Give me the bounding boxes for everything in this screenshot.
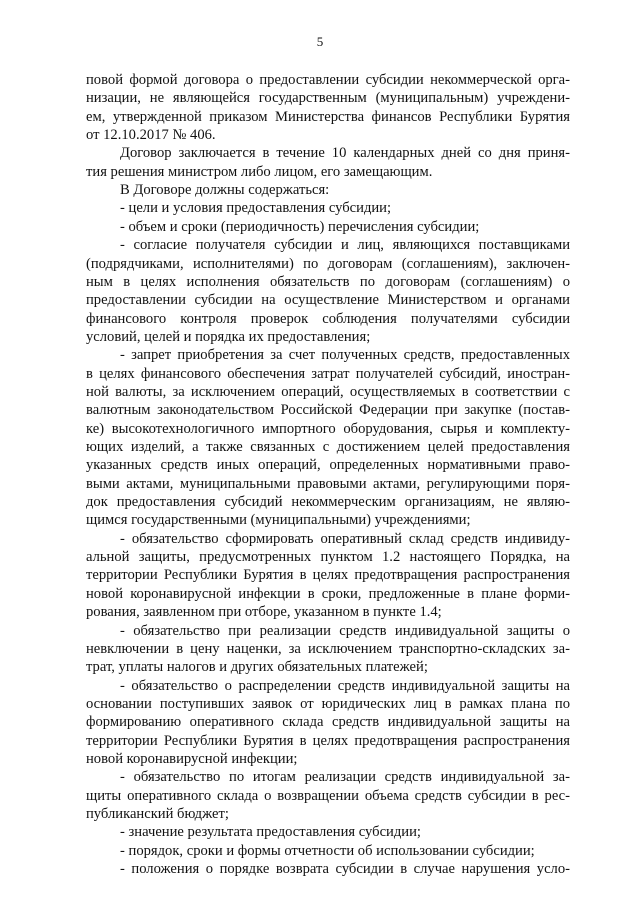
text-line: валютным законодательством Российской Федерации при закупке (постав- xyxy=(86,402,570,419)
text-line: (подрядчиками, исполнителями) по договорам (соглашениям), заключен- xyxy=(86,255,570,272)
text-line: ной валюты, за исключением операций, осуществляемых в соответствии с xyxy=(86,383,570,400)
text-line: формированию оперативного склада средств индивидуальной защиты на xyxy=(86,714,570,731)
text-line: Договор заключается в течение 10 календарных дней со дня приня- xyxy=(120,145,570,162)
text-line: новой коронавирусной инфекции в сроки, предложенные в плане форми- xyxy=(86,585,570,602)
text-line: выми актами, муниципальными правовыми актами, регулирующими поря- xyxy=(86,475,570,492)
text-line: предоставлении субсидии на осуществление Министерством и органами xyxy=(86,292,570,309)
text-line: трат, уплаты налогов и других обязательных платежей; xyxy=(86,659,428,676)
text-line: невключении в цену наценки, за исключением транспортно-складских за- xyxy=(86,640,570,657)
text-line: в целях финансового обеспечения затрат получателей субсидий, иностран- xyxy=(86,365,570,382)
text-line: - порядок, сроки и формы отчетности об использовании субсидии; xyxy=(120,842,535,859)
text-line: док предоставления субсидий некоммерческим организациям, не являю- xyxy=(86,494,570,511)
text-line: - обязательство при реализации средств индивидуальной защиты о xyxy=(120,622,570,639)
text-line: указанных средств иных операций, определенных нормативными право- xyxy=(86,457,570,474)
text-line: В Договоре должны содержаться: xyxy=(120,182,330,199)
text-line: территории Республики Бурятия в целях предотвращения распространения xyxy=(86,732,570,749)
text-line: ным в целях исполнения обязательств по договорам (соглашениям) о xyxy=(86,273,570,290)
text-line: альной защиты, предусмотренных пунктом 1.2 настоящего Порядка, на xyxy=(86,549,570,566)
text-line: основании поступивших заявок от юридических лиц в рамках плана по xyxy=(86,695,570,712)
text-line: щимся государственными (муниципальными) учреждениями; xyxy=(86,512,471,529)
text-line: - значение результата предоставления субсидии; xyxy=(120,824,421,841)
page-number: 5 xyxy=(316,34,324,49)
text-line: условий, целей и порядка их предоставления; xyxy=(86,328,371,345)
text-line: ем, утвержденной приказом Министерства финансов Республики Бурятия xyxy=(86,108,570,125)
text-line: - обязательство о распределении средств индивидуальной защиты на xyxy=(120,677,570,694)
text-line: - объем и сроки (периодичность) перечисления субсидии; xyxy=(120,218,480,235)
text-line: - запрет приобретения за счет полученных средств, предоставленных xyxy=(120,347,570,364)
text-line: от 12.10.2017 № 406. xyxy=(86,127,216,144)
text-line: - положения о порядке возврата субсидии в случае нарушения усло- xyxy=(120,861,570,878)
text-line: ющих изделий, а также связанных с достижением целей предоставления xyxy=(86,439,570,455)
text-line: рования, заявленном при отборе, указанном в пункте 1.4; xyxy=(86,604,442,621)
text-line: ке) высокотехнологичного импортного оборудования, сырья и комплекту- xyxy=(86,420,570,437)
text-line: - обязательство сформировать оперативный склад средств индивиду- xyxy=(120,530,570,547)
text-line: низации, не являющейся государственным (муниципальным) учреждени- xyxy=(86,90,570,107)
text-line: территории Республики Бурятия в целях предотвращения распространения xyxy=(86,567,570,584)
text-line: новой коронавирусной инфекции; xyxy=(86,750,298,767)
text-line: - согласие получателя субсидии и лиц, являющихся поставщиками xyxy=(120,237,570,254)
text-line: - цели и условия предоставления субсидии; xyxy=(120,200,392,217)
text-line: финансового контроля проверок соблюдения получателями субсидии xyxy=(86,310,570,327)
text-line: щиты оперативного склада о возвращении объема средств субсидии в рес- xyxy=(86,787,570,804)
text-line: - обязательство по итогам реализации средств индивидуальной за- xyxy=(120,769,570,786)
text-line: тия решения министром либо лицом, его замещающим. xyxy=(86,163,433,180)
text-line: публиканский бюджет; xyxy=(86,806,229,822)
text-line: повой формой договора о предоставлении субсидии некоммерческой орга- xyxy=(86,72,570,88)
